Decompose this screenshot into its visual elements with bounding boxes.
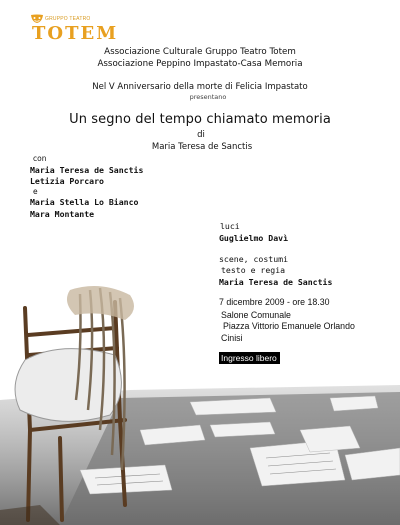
admission-badge: Ingresso libero <box>219 352 280 364</box>
logo <box>30 14 119 48</box>
logo-title: TOTEM <box>32 23 119 44</box>
venue-line-3: Cinisi <box>221 333 243 343</box>
text-direction-label: testo e regia <box>221 265 286 275</box>
logo-subtitle: GRUPPO TEATRO <box>45 16 91 22</box>
cast-member: Mara Montante <box>30 209 95 219</box>
anniversary-line: Nel V Anniversario della morte di Felicia Impastato <box>92 82 308 92</box>
cast-member: Letizia Porcaro <box>30 176 104 186</box>
venue-line-2: Piazza Vittorio Emanuele Orlando <box>223 321 355 331</box>
association-line-1: Associazione Culturale Gruppo Teatro Totem <box>104 47 296 57</box>
event-date: 7 dicembre 2009 - ore 18.30 <box>219 297 330 307</box>
with-label: con <box>33 154 47 163</box>
by-label: di <box>197 130 205 140</box>
association-line-2: Associazione Peppino Impastato-Casa Memoria <box>97 59 303 69</box>
cast-member: Maria Teresa de Sanctis <box>30 165 144 175</box>
presents-label: presentano <box>189 93 227 101</box>
play-title: Un segno del tempo chiamato memoria <box>69 112 331 127</box>
lights-label: luci <box>220 221 240 231</box>
text-direction-name: Maria Teresa de Sanctis <box>219 277 333 287</box>
lights-name: Guglielmo Davì <box>219 233 289 243</box>
scenes-label: scene, costumi <box>219 254 289 264</box>
and-label: e <box>33 187 38 196</box>
stage-photo <box>0 280 400 525</box>
venue-line-1: Salone Comunale <box>221 310 291 320</box>
author-name: Maria Teresa de Sanctis <box>151 142 253 152</box>
cast-member: Maria Stella Lo Bianco <box>30 197 139 207</box>
